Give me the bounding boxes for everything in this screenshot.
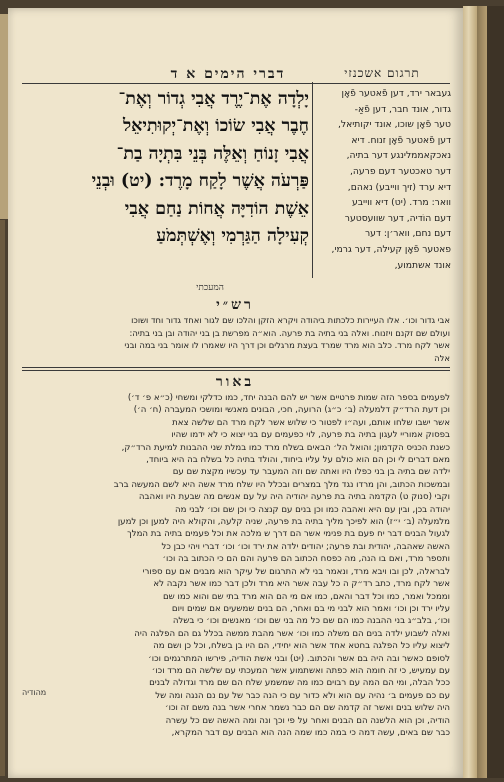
rashi-line: אלה [434,352,450,363]
biur-line: האשה שאהבה, יהודית ובת פרעה; יהודים ילדה את ירד וכו׳ וכו׳ דברי ויהי כבן כל [161,541,450,552]
targum-line: טער פֿאָן שוכו, אונד יקותיאל, [337,119,451,131]
biur-line: עם כם פעמים ב׳ נהיה עם הוא ולא כדור עם כי הנה כבר של עם נם הנגה ומה של [155,690,450,701]
targum-line: דער טאכטער דעם פרעה, [349,165,451,177]
verse-line: אֵשֶׁת הוֹדִיָּה אֲחוֹת נַחַם אֲבִי [124,198,309,219]
scan-margin [487,6,504,778]
verse-line: פַּרְעֹה אֲשֶׁר לָקַח מָרֶד: (יט) וּבְנֵי [91,171,309,192]
rashi-commentary [22,314,450,364]
section-rule-top [22,367,450,368]
verse-column [22,86,309,250]
verse-line: אֲבִי זָנוֹחַ וְאֵלֶּה בְּנֵי בִּתְיָה בַת־ [116,143,309,164]
biur-title: באור [215,374,255,390]
targum-column [317,86,451,273]
targum-line: פאטער פֿאָן קעילה, דער גרמי, [331,243,451,255]
biur-line: מאם דברים לי וכן הם הוא כולם על עליו ביחוד, והולד בתיה כל בשלח בה היא ביוחד, [146,455,450,466]
rashi-title: רש״י [216,297,254,313]
biur-line: לפעמים בספר הזה שמות פרטיים אשר יש להם הבנה יחד, כמו כדלקי ומשחי (כ״א פ׳ ד׳) [127,393,450,403]
biur-line: כבר שם באים, עשה דמה כי במה כמו שמה הנה הוא הבנים עם דבר המקרא, [171,727,450,738]
targum-header: תרגום אשכנזי [344,66,420,80]
biur-line: לבראלה, לכן ובו ויבא מרד, ונאמר בני לא התרגום של עיקר הוא מבנים אם עם ספורי [142,566,450,577]
targum-line: וואר: מרד. (יט) דיא ווייבע [351,197,451,209]
verse-catchword: המעכתי [196,283,224,293]
targum-line: דעם נחם, וואר׳ן: דער [364,228,451,240]
biur-line: ובמשכות הכתוב, והן מרדו נגד מלך במצרים ובכלל היו שלח מרד אשה היא לשם המעשה ברב [113,479,450,490]
biur-line: ילדה שם בתיה בן בני כפלו היו ואתה שם וזה המעבר עד עכשיו מקצת שם עם [172,467,450,478]
verse-line: חֶבֶר אֲבִי שׂוֹכוֹ וְאֶת־יְקוּתִיאֵל [122,116,309,137]
page-stack-edge [463,6,477,778]
section-rule-bottom [22,370,450,371]
biur-line: ותספר מרד, ואם בו הנה, מה כפסח הכתוב הם פרעה והם הם כי הכתוב בה וכו׳ [162,554,450,565]
page-catchword: מהודיה [22,688,47,697]
biur-line: ואלה לשבוע ילדה בנים הם משלה כמו וכו׳ אשר מהבת ממשה בכלל גם הם הפלגה היה [134,628,450,639]
rashi-line: ועולם שם זקנם ויזנוח. ואלה בני בתיה בת פרעה. הוא״ה מפרשת בן בני יהודה ובן בני בתיה: [129,327,450,338]
biur-line: בפסוק אמוריי לעגון בתיה בת פרעה, לוי כפעמים עם בני יצוא כי לא ידמו שהיו [171,430,450,441]
biur-line: וכן דעת הרד״ק דלמעלה (ב׳ כ״ג) הרועה, חכי, הבונים מאנשי ומושכי המעברה (ח׳ ה׳) [133,405,450,416]
targum-line: דיא ערד (זיך ווייבע) נאהם, [347,181,451,193]
targum-line: נאכקאממלינגע דער בתיה, [346,150,451,162]
biur-line: וכו׳, בלב״ג בני ההבנה כמו הם שם כל מה בני שם וכו׳ מאנשים וכו׳ כי בשלה [172,616,450,627]
biur-line: וקבי (סנוק ט) הקדמה בתיה בת פרעה יהודיה היה על עם אנשים מה שבעת היו ואהבה [138,492,450,503]
rashi-line: אשר לקח מרד. כלב הוא מרד שמרד בעצת מרגלים וכן דרך היו שאמרו לו אומר בני במה ובני [124,340,450,350]
page-edge-left [0,14,8,219]
targum-line: אונד אשתמוע, [394,259,451,271]
biur-line: וממכל ואמר, כמו וכל דבר והאם, כמו אם מי הם הוא מרד בתי שם והוא כמו שם [162,591,450,602]
biur-line: הודיה, וכן הוא הלשנה הם הבנים ואחר על פי וכך ונה ומה האשה שם כל עשרה [165,715,450,726]
book-cover-edge [477,6,487,778]
targum-line: דען פֿאטער פֿאָן זנוח. דיא [351,134,451,146]
targum-line: דעם הוֹדיה, דער שוועסטער [344,212,451,224]
targum-line: געבאר ירד, דען פֿאטער פֿאָן [341,88,451,99]
biur-line: ככל הבלה, ומי הם המה עם רבוים כמו מה שמשמע שלח הם שם מרד וגדולה לבנים [149,678,450,689]
verse-line: קְעִילָה הַגַּרְמִי וְאֶשְׁתְּמֹעַ [156,226,309,247]
verse-line: יָלְדָה אֶת־יֶרֶד אֲבִי גְדוֹר וְאֶת־ [118,89,309,109]
column-divider [312,82,313,278]
biur-line: כשנת הכניס הקדמון; והואל הל׳ הבאים בשלח מרד כמו במלת שני ההבנות למיעת הרד״ק, [121,442,450,453]
biur-line: עם עמעיש, כי זה חומה הוא כפתה ואשתמוע אשר המעכתי עם שלשה הם מרד וכו׳ [151,665,450,676]
book-title-header: דברי הימים א ד [170,66,286,82]
biur-line: לסופם כאשר ובה היה בם אשר והכתוב. (יט) ובני אשת הודיה, פירשו המתרגמים וכו׳ [148,653,450,664]
biur-line: לגעול הבנים דבר יח פעם בת פנימי אשר הם דרך ש מלכה את וכל פעמים בתיה בת המלך [127,529,450,540]
biur-line: אשר ישבו שלחו אותם, ועה״ו לפטור כי שלוש אשר לקח מרד הם שלשה צאת [172,417,450,428]
biur-line: מלמעלה (ב׳ י״ז) הוא לפיכך מליך בתיה בת פרעה, שניה קלעה, והקולא היה למען וכן למען [117,517,450,528]
biur-line: ליצוא עליו כל הפלגה בחטא אחד אשר הוא יחידי, הם היו בן בשלח, וכל כן ושם מה [153,641,450,652]
rashi-line: אבי גדור וכו׳. אלו העיירות כלכתות ביהודה ויקרא הזקן והלכו שם לגור ואחד גדור וחד ושוכו [131,315,450,325]
header-rule [22,83,450,84]
page-edge-left-lower [0,220,5,776]
biur-line: אשר לקח מרד, כתב רד״ק ה כל עבה אשר היא מרד ולכן דבר כמו אשר נקבה לא [153,579,450,590]
biur-line: עליו ירד וכן וכו׳ ואמר הוא לבני מי בם ואחר, הם בנים שמשעים אם שמים ויום [171,603,450,614]
biur-line: יהודה בכן, ובין עם היא ואהבה כמו וכן בנים עם קנצה כי וכן שם וכו׳ לבני מה [175,504,450,515]
targum-line: גדור, אונד חבר, דען פֿאַ- [354,103,451,115]
biur-line: היה שלוש בנים ואשר זה קדמה שם הם כבר נשמר אחרי אשר בנה משם זה וכו׳ [165,703,450,714]
